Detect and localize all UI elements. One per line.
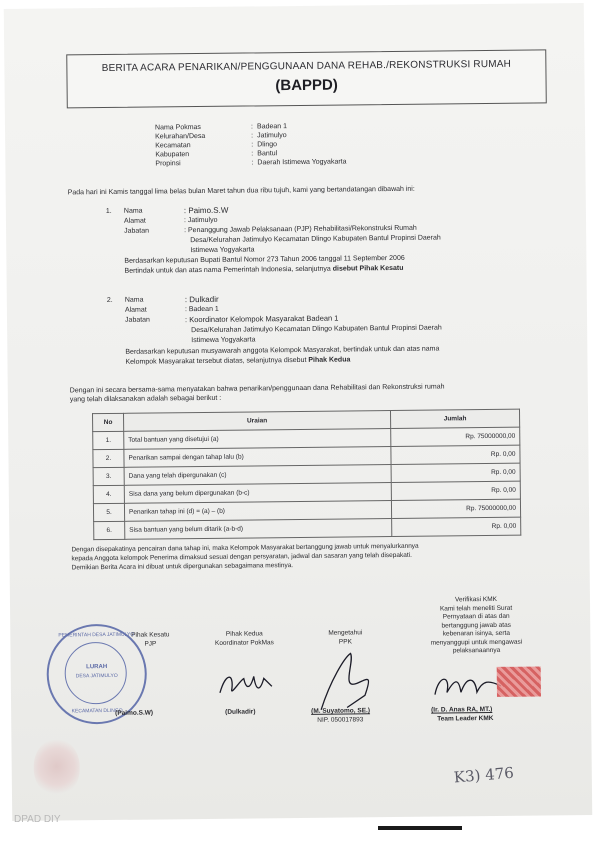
identity-value: Dlingo [257, 141, 278, 149]
stamp-outer-text: PEMERINTAH DESA JATIMULYO [58, 631, 135, 639]
row-description: Sisa bantuan yang belum ditarik (a-b-d) [125, 519, 392, 540]
row-description: Sisa dana yang belum dipergunakan (b-c) [124, 483, 391, 504]
document-abbreviation: (BAPPD) [275, 76, 338, 95]
signatory-name-pihak-kedua: (Dulkadir) [225, 708, 256, 716]
row-number: 4. [93, 485, 124, 503]
identity-colon: : [251, 150, 254, 158]
party-2 [107, 291, 538, 377]
ppk-heading [310, 629, 380, 647]
closing-line: kepada Anggota kelompok Penerima dimaksud sesuai dengan persyaratan, jadwal dan sasaran yang telah disepakati. [71, 551, 412, 563]
row-amount: Rp. 0,00 [391, 445, 520, 464]
acts-line: Bertindak untuk dan atas nama Pemerintah Indonesia, selanjutnya disebut Pihak Kesatu [124, 264, 404, 275]
identity-colon: : [250, 123, 254, 131]
jabatan-value: : Penanggung Jawab Pelaksanaan (PJP) Rehabilitasi/Rekonstruksi Rumah [184, 224, 417, 235]
identity-label: Nama Pokmas [154, 124, 201, 132]
identity-label: Kelurahan/Desa [155, 132, 206, 141]
signatory-name-kmk: (Ir. D. Anas RA, MT.) [431, 705, 493, 714]
kmk-line: Verifikasi KMK [454, 595, 497, 604]
party-number: 1. [105, 207, 112, 216]
kmk-line: pelaksanaannya [452, 646, 501, 655]
identity-label: Kecamatan [155, 142, 191, 150]
party-number: 2. [106, 296, 113, 304]
signature-role: PJP [144, 639, 157, 648]
stamp-inner-text: LURAH [86, 664, 108, 671]
kmk-line: Kami telah meneliti Surat [439, 604, 513, 613]
identity-value: Bantul [257, 150, 278, 158]
jabatan-line: Istimewa Yogyakarta [191, 336, 256, 345]
table-row [94, 517, 521, 539]
handwritten-number: K3) 476 [453, 763, 515, 787]
row-number: 5. [93, 503, 124, 521]
closing-line: Demikian Berita Acara ini dibuat untuk dipergunakan sebagaimana mestinya. [71, 562, 294, 572]
identity-block [155, 121, 415, 170]
identity-value: Jatimulyo [257, 132, 287, 140]
intro-paragraph: Pada hari ini Kamis tanggal lima belas bulan Maret tahun dua ribu tujuh, kami yang bertandatangan dibawah ini: [67, 185, 415, 197]
row-amount: Rp. 0,00 [391, 463, 520, 482]
nama-value: : Paimo.S.W [183, 205, 229, 216]
signatory-role-kmk: Team Leader KMK [437, 714, 494, 723]
jabatan-value: : Koordinator Kelompok Masyarakat Badean 1 [184, 313, 339, 325]
identity-value: Badean 1 [256, 123, 288, 131]
signature-role: Pihak Kedua [225, 630, 263, 638]
document-title: BERITA ACARA PENARIKAN/PENGGUNAAN DANA REHAB./REKONSTRUKSI RUMAH [101, 58, 512, 75]
column-header-jumlah: Jumlah [390, 409, 519, 428]
kmk-line: menyanggupi untuk mengawasi [430, 638, 523, 647]
row-amount: Rp. 75000000,00 [391, 427, 520, 446]
row-description: Dana yang telah dipergunakan (c) [124, 465, 391, 486]
kmk-line: bertanggung jawab atas [441, 621, 511, 630]
statement-line: Dengan ini secara bersama-sama menyatakan bahwa penarikan/penggunaan dana Rehabilitasi dan Rekonstruksi rumah [69, 383, 445, 395]
statement-line: yang telah dilaksanakan adalah sebagai berikut : [69, 394, 222, 404]
alamat-value: : Badean 1 [184, 305, 219, 314]
alamat-value: : Jatimulyo [183, 216, 218, 225]
identity-label: Propinsi [155, 160, 181, 168]
jabatan-line: Desa/Kelurahan Jatimulyo Kecamatan Dlingo Kabupaten Bantul Propinsi Daerah [190, 234, 441, 245]
closing-line: Dengan disepakatinya pencairan dana tahap ini, maka Kelompok Masyarakat bertanggung jawab untuk menyalurkannya [71, 542, 419, 554]
jabatan-line: Desa/Kelurahan Jatimulyo Kecamatan Dlingo Kabupaten Bantul Propinsi Daerah [191, 324, 442, 335]
jabatan-label: Jabatan [124, 316, 150, 324]
alamat-label: Alamat [123, 217, 146, 225]
stamp-bottom-text: KECAMATAN DLINGO [71, 707, 123, 715]
alamat-label: Alamat [124, 306, 147, 314]
emblem-watermark [33, 738, 80, 794]
fund-table [92, 409, 521, 540]
nama-value: : Dulkadir [184, 294, 219, 305]
archive-watermark: DPAD DIY [14, 814, 61, 825]
row-description: Penarikan tahap ini (d) = (a) – (b) [124, 501, 391, 522]
kmk-line: kebenaran isinya, serta [442, 629, 510, 638]
column-header-uraian: Uraian [124, 411, 391, 432]
basis-line: Berdasarkan keputusan musyawarah anggota Kelompok Masyarakat, bertindak untuk dan atas nama [125, 345, 440, 356]
kmk-verification [416, 596, 537, 657]
row-description: Total bantuan yang disetujui (a) [124, 429, 391, 450]
signature-ppk [310, 649, 381, 714]
basis-line: Berdasarkan keputusan Bupati Bantul Nomor 273 Tahun 2006 tanggal 11 September 2006 [124, 254, 405, 265]
signature-role: PPK [338, 637, 352, 646]
jabatan-label: Jabatan [124, 227, 150, 235]
title-box [66, 49, 547, 108]
kmk-red-stamp [497, 666, 541, 696]
nama-label: Nama [123, 207, 143, 215]
row-number: 6. [94, 521, 125, 539]
identity-colon: : [251, 132, 254, 140]
jabatan-line: Istimewa Yogyakarta [190, 246, 255, 255]
signature-role: Pihak Kesatu [131, 631, 170, 639]
signature-role: Mengetahui [328, 629, 363, 637]
identity-colon: : [251, 141, 254, 149]
row-number: 1. [93, 431, 124, 449]
row-description: Penarikan sampai dengan tahap lalu (b) [124, 447, 391, 468]
party-1 [106, 202, 537, 284]
row-number: 2. [93, 449, 124, 467]
row-number: 3. [93, 467, 124, 485]
kmk-line: Pernyataan di atas dan [442, 612, 510, 621]
signatory-nip-ppk: NIP. 050017893 [317, 716, 364, 724]
column-header-no: No [93, 413, 124, 431]
identity-colon: : [251, 159, 254, 167]
document-page [4, 3, 592, 821]
signature-dulkadir [216, 666, 276, 703]
signature-role: Koordinator PokMas [214, 638, 274, 647]
identity-label: Kabupaten [155, 151, 190, 159]
row-amount: Rp. 75000000,00 [391, 499, 520, 518]
signatory-name-pihak-kesatu: (Paimo.S.W) [115, 709, 154, 717]
pihak-kedua-heading [204, 630, 284, 648]
bottom-bar [378, 826, 462, 830]
signatory-name-ppk: (M. Suyatomo, SE.) [311, 707, 371, 715]
stamp-inner-text: DESA JATIMULYO [75, 672, 118, 680]
basis-line: Kelompok Masyarakat tersebut diatas, selanjutnya disebut Pihak Kedua [125, 356, 351, 366]
row-amount: Rp. 0,00 [392, 517, 521, 536]
nama-label: Nama [124, 296, 144, 304]
identity-value: Daerah Istimewa Yogyakarta [257, 158, 347, 167]
row-amount: Rp. 0,00 [391, 481, 520, 500]
